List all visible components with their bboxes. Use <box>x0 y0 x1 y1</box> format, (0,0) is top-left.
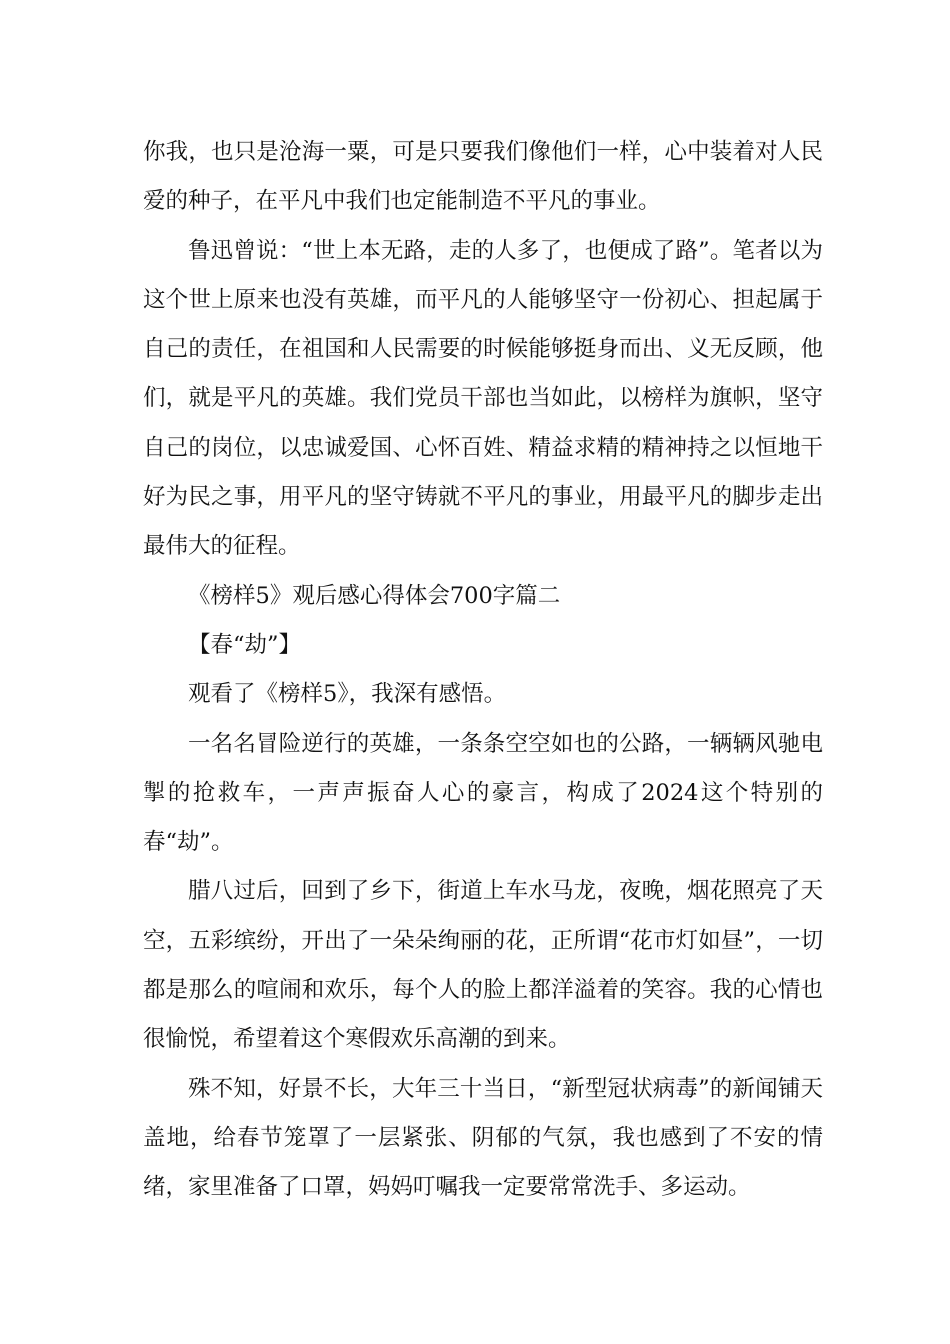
paragraph-lu-xun-quote: 鲁迅曾说：“世上本无路，走的人多了，也便成了路”。笔者以为这个世上原来也没有英雄，而平凡的人能够坚守一份初心、担起属于自己的责任，在祖国和人民需要的时候能够挺身而出、义无反顾，他们，就是平凡的英雄。我们党员干部也当如此，以榜样为旗帜，坚守自己的岗位，以忠诚爱国、心怀百姓、精益求精的精神持之以恒地干好为民之事，用平凡的坚守铸就不平凡的事业，用最平凡的脚步走出最伟大的征程。 <box>143 237 823 560</box>
section-heading: 《榜样5》观后感心得体会700字篇二 <box>188 582 561 609</box>
paragraph-intro: 观看了《榜样5》，我深有感悟。 <box>188 681 507 708</box>
document-body <box>143 128 823 1213</box>
subsection-title: 【春“劫”】 <box>188 631 302 658</box>
paragraph-laba: 腊八过后，回到了乡下，街道上车水马龙，夜晚，烟花照亮了天空，五彩缤纷，开出了一朵朵绚丽的花，正所谓“花市灯如昼”，一切都是那么的喧闹和欢乐，每个人的脸上都洋溢着的笑容。我的心情也很愉悦，希望着这个寒假欢乐高潮的到来。 <box>143 878 823 1053</box>
paragraph-virus-news: 殊不知，好景不长，大年三十当日，“新型冠状病毒”的新闻铺天盖地，给春节笼罩了一层紧张、阴郁的气氛，我也感到了不安的情绪，家里准备了口罩，妈妈叮嘱我一定要常常洗手、多运动。 <box>143 1075 823 1201</box>
paragraph-heroes: 一名名冒险逆行的英雄，一条条空空如也的公路，一辆辆风驰电掣的抢救车，一声声振奋人心的豪言，构成了2024这个特别的春“劫”。 <box>143 730 823 856</box>
paragraph-continuation: 你我，也只是沧海一粟，可是只要我们像他们一样，心中装着对人民爱的种子，在平凡中我们也定能制造不平凡的事业。 <box>143 139 823 215</box>
